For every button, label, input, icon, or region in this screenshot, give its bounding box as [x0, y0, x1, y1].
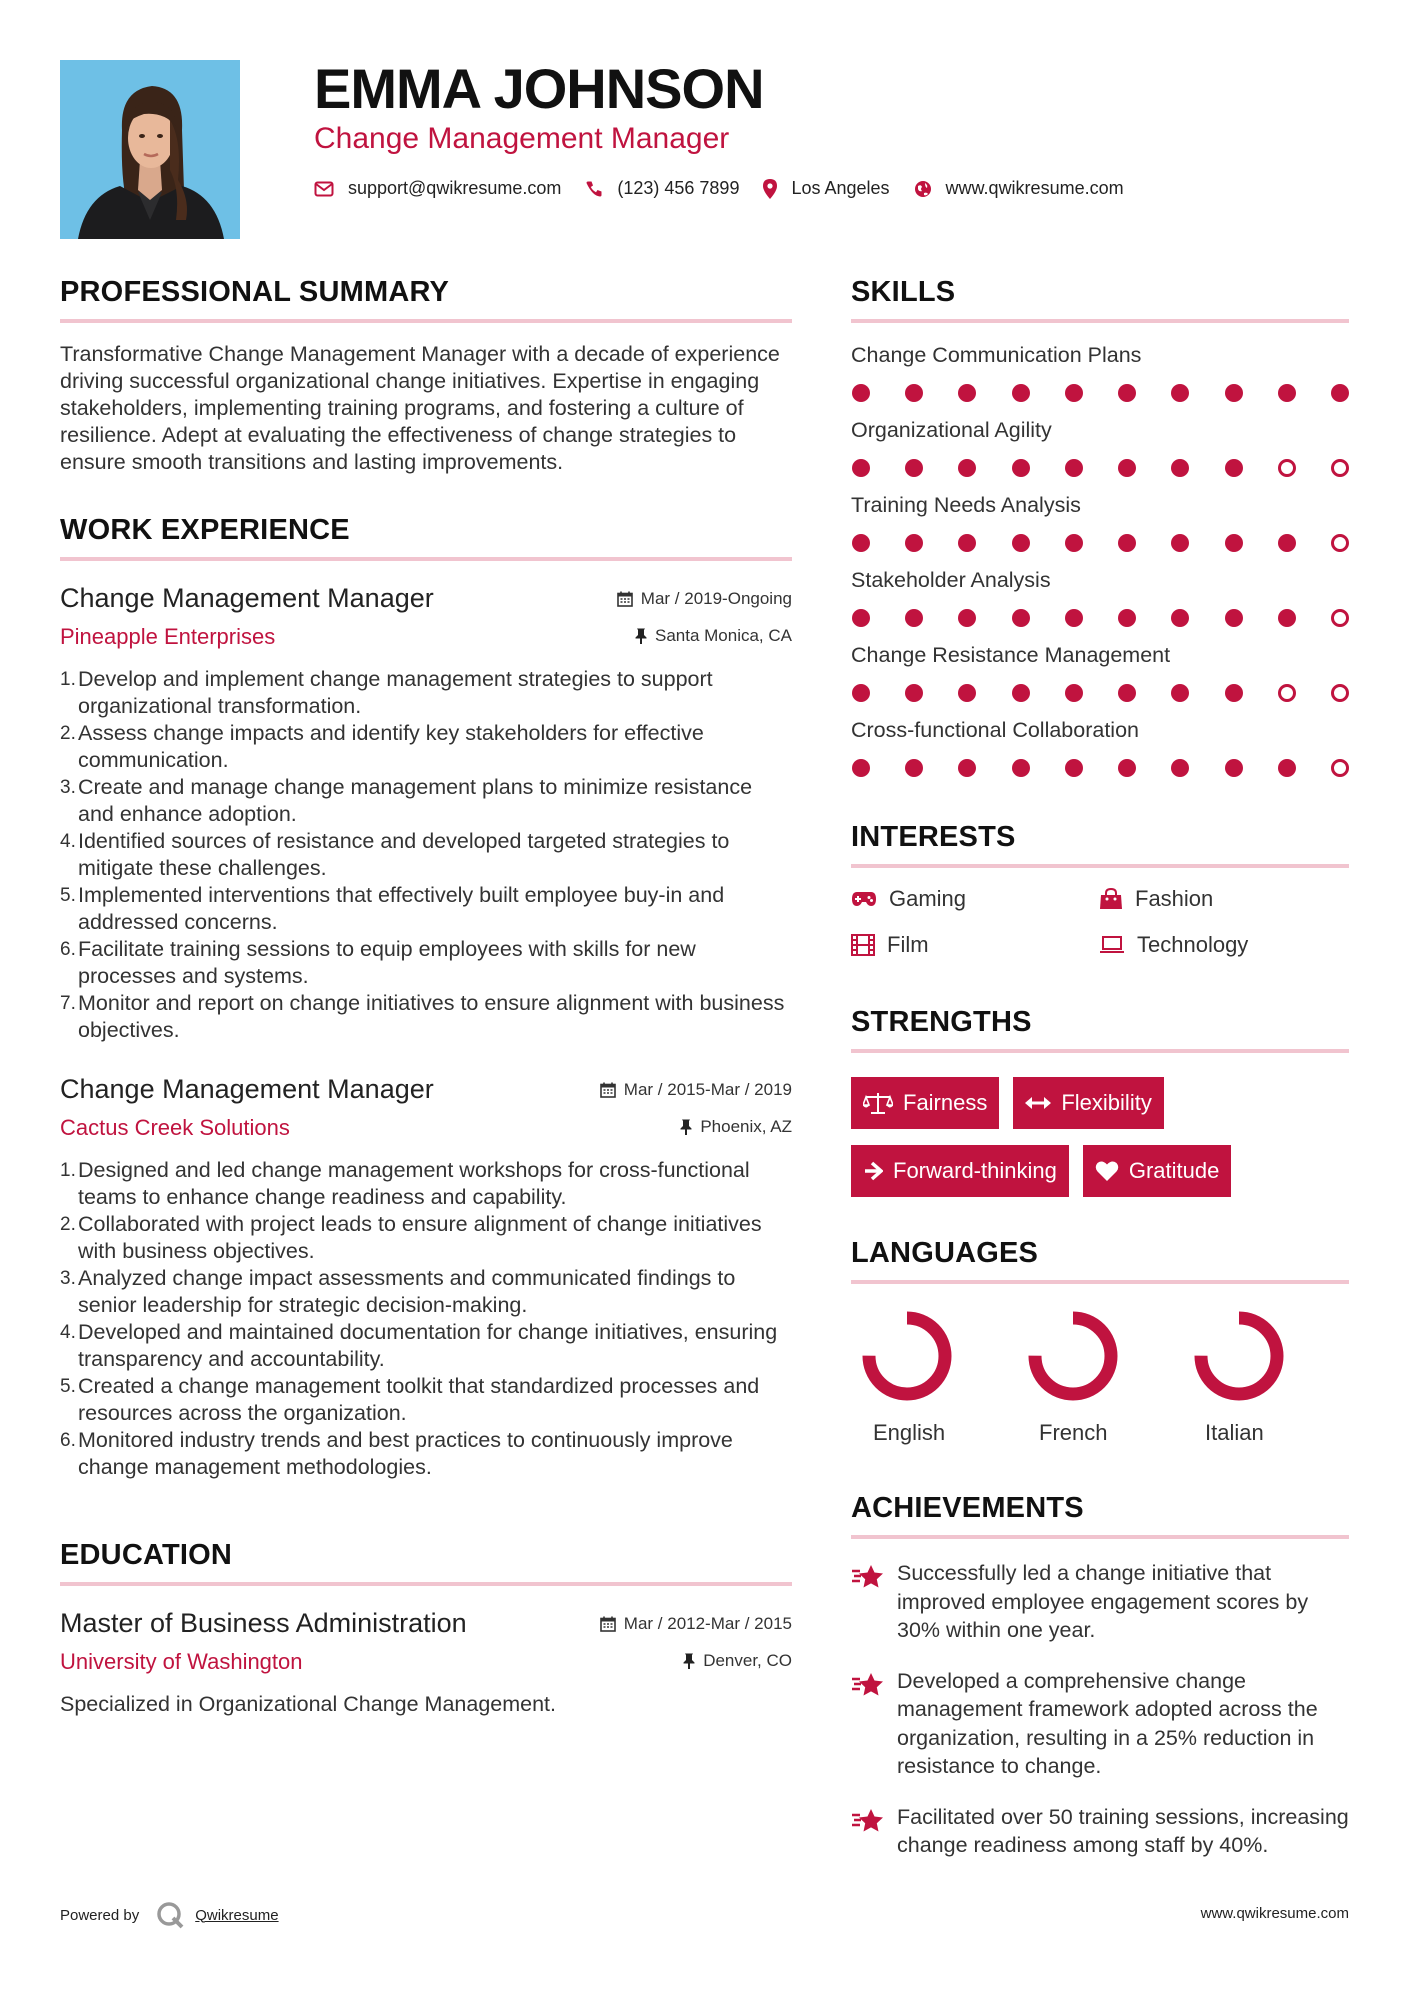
- list-item: 7. Monitor and report on change initiatives to ensure alignment with business objectives.: [60, 991, 785, 1042]
- film-icon: [851, 934, 875, 956]
- contact-location: [763, 178, 889, 199]
- rating-dot-filled: [905, 534, 923, 552]
- envelope-icon: [314, 181, 334, 197]
- contact-phone-text: (123) 456 7899: [617, 178, 740, 198]
- achievements-section: [851, 1492, 1349, 1860]
- job-location-text: Phoenix, AZ: [700, 1117, 792, 1136]
- qwikresume-logo-icon: [155, 1900, 185, 1930]
- calendar-icon: [600, 1082, 616, 1098]
- skill-name: Change Communication Plans: [851, 343, 1142, 367]
- heart-icon: [1095, 1160, 1119, 1182]
- strength-badge: [1083, 1145, 1232, 1197]
- education-section: [60, 1539, 792, 1718]
- rating-dot-filled: [1065, 609, 1083, 627]
- interest-label: Fashion: [1135, 886, 1214, 911]
- section-divider: [851, 864, 1349, 868]
- skill-item: [851, 418, 1349, 477]
- rating-dot-empty: [1331, 534, 1349, 552]
- language-level-ring: [1025, 1308, 1121, 1404]
- list-item: 6. Facilitate training sessions to equip employees with skills for new processes and systems.: [60, 937, 696, 988]
- rating-dot-filled: [1225, 459, 1243, 477]
- list-item: 5. Created a change management toolkit that standardized processes and resources across the organization.: [60, 1374, 760, 1425]
- rating-dot-filled: [905, 609, 923, 627]
- job-title: Change Management Manager: [60, 1074, 434, 1104]
- arrow-right-icon: [863, 1161, 883, 1181]
- list-item: 1. Designed and led change management workshops for cross-functional teams to enhance change readiness and capability.: [60, 1158, 750, 1209]
- school-name: University of Washington: [60, 1649, 303, 1674]
- job-title: Change Management Manager: [60, 583, 434, 613]
- education-dates: [600, 1614, 792, 1634]
- rating-dot-filled: [1012, 759, 1030, 777]
- list-item: 3. Create and manage change management plans to minimize resistance and enhance adoption.: [60, 775, 753, 826]
- achievement-text: Facilitated over 50 training sessions, increasing change readiness among staff by 40%.: [897, 1804, 1349, 1857]
- rating-dot-empty: [1278, 684, 1296, 702]
- job-bullets: [60, 666, 792, 1044]
- rating-dot-filled: [1118, 384, 1136, 402]
- strengths-section: [851, 1006, 1349, 1197]
- calendar-icon: [600, 1616, 616, 1632]
- summary-heading: PROFESSIONAL SUMMARY: [60, 276, 450, 308]
- education-location-text: Denver, CO: [703, 1651, 792, 1670]
- language-name: English: [873, 1420, 946, 1445]
- skill-rating: [851, 609, 1349, 627]
- phone-icon: [585, 180, 603, 198]
- achievement-item: [851, 1803, 1349, 1860]
- rating-dot-filled: [852, 384, 870, 402]
- rating-dot-filled: [1331, 384, 1349, 402]
- skill-name: Training Needs Analysis: [851, 493, 1081, 517]
- company-name: Pineapple Enterprises: [60, 624, 276, 649]
- interests-grid: [851, 886, 1349, 958]
- contact-website[interactable]: [914, 178, 1124, 199]
- rating-dot-filled: [1012, 609, 1030, 627]
- strengths-list: [851, 1077, 1349, 1197]
- interest-item: [851, 932, 1099, 958]
- job-dates-text: Mar / 2019-Ongoing: [640, 589, 792, 608]
- candidate-title: Change Management Manager: [314, 122, 730, 155]
- job-dates: [617, 589, 792, 609]
- rating-dot-filled: [1118, 534, 1136, 552]
- rating-dot-filled: [852, 759, 870, 777]
- section-divider: [851, 1535, 1349, 1539]
- company-name: Cactus Creek Solutions: [60, 1115, 290, 1140]
- rating-dot-filled: [1118, 684, 1136, 702]
- list-item: 6. Monitored industry trends and best practices to continuously improve change management methodologies.: [60, 1428, 733, 1479]
- strength-badge: [851, 1145, 1069, 1197]
- skill-item: [851, 493, 1349, 552]
- skill-rating: [851, 459, 1349, 477]
- skills-heading: SKILLS: [851, 276, 956, 308]
- rating-dot-empty: [1331, 759, 1349, 777]
- rating-dot-filled: [1171, 759, 1189, 777]
- rating-dot-filled: [1225, 534, 1243, 552]
- rating-dot-filled: [1171, 684, 1189, 702]
- skill-name: Change Resistance Management: [851, 643, 1171, 667]
- rating-dot-filled: [905, 759, 923, 777]
- skills-list: [851, 343, 1349, 777]
- rating-dot-filled: [1065, 534, 1083, 552]
- interest-label: Technology: [1137, 932, 1249, 957]
- summary-section: [60, 276, 792, 476]
- achievements-list: [851, 1559, 1349, 1860]
- job-location: [680, 1117, 792, 1137]
- job-entry: [60, 1074, 792, 1481]
- language-level-arc: [1035, 1318, 1111, 1394]
- rating-dot-filled: [1012, 684, 1030, 702]
- list-item: 3. Analyzed change impact assessments and communicated findings to senior leadership for strategic decision-making.: [60, 1266, 736, 1317]
- interest-label: Gaming: [889, 886, 967, 911]
- star-icon: [851, 1671, 885, 1699]
- strength-label: Flexibility: [1061, 1090, 1152, 1115]
- rating-dot-filled: [958, 384, 976, 402]
- language-level-ring: [1191, 1308, 1287, 1404]
- rating-dot-filled: [905, 684, 923, 702]
- achievement-text: Successfully led a change initiative that improved employee engagement scores by 30% within one year.: [897, 1561, 1309, 1642]
- list-item: 1. Develop and implement change management strategies to support organizational transformation.: [60, 667, 713, 718]
- contact-bar: [314, 178, 1148, 199]
- skill-rating: [851, 684, 1349, 702]
- rating-dot-filled: [1118, 459, 1136, 477]
- rating-dot-empty: [1331, 609, 1349, 627]
- language-name: Italian: [1205, 1420, 1264, 1445]
- education-heading: EDUCATION: [60, 1539, 233, 1571]
- shopping-bag-icon: [1099, 888, 1123, 910]
- rating-dot-filled: [958, 684, 976, 702]
- experience-heading: WORK EXPERIENCE: [60, 514, 350, 546]
- skill-rating: [851, 759, 1349, 777]
- rating-dot-filled: [852, 684, 870, 702]
- rating-dot-filled: [1225, 609, 1243, 627]
- achievement-item: [851, 1667, 1349, 1781]
- footer-website[interactable]: www.qwikresume.com: [1200, 1905, 1349, 1922]
- skill-name: Organizational Agility: [851, 418, 1052, 442]
- achievements-heading: ACHIEVEMENTS: [851, 1492, 1084, 1524]
- footer-branding: [60, 1900, 279, 1930]
- rating-dot-empty: [1278, 459, 1296, 477]
- section-divider: [851, 1280, 1349, 1284]
- contact-website-text: www.qwikresume.com: [945, 178, 1124, 198]
- strength-badge: [851, 1077, 999, 1129]
- rating-dot-filled: [852, 609, 870, 627]
- language-level-arc: [869, 1318, 945, 1394]
- job-bullets: [60, 1157, 792, 1481]
- rating-dot-filled: [1225, 384, 1243, 402]
- rating-dot-filled: [958, 459, 976, 477]
- qwikresume-link[interactable]: Qwikresume: [195, 1906, 279, 1924]
- list-item: 4. Developed and maintained documentation for change initiatives, ensuring transparency and accountability.: [60, 1320, 778, 1371]
- degree-title: Master of Business Administration: [60, 1608, 467, 1638]
- rating-dot-filled: [1065, 384, 1083, 402]
- rating-dot-filled: [1012, 459, 1030, 477]
- pin-icon: [680, 1119, 692, 1135]
- education-entry: [60, 1608, 792, 1718]
- languages-section: [851, 1237, 1349, 1446]
- job-dates: [600, 1080, 792, 1100]
- skill-item: [851, 568, 1349, 627]
- rating-dot-filled: [1118, 609, 1136, 627]
- calendar-icon: [617, 591, 633, 607]
- language-level-ring: [859, 1308, 955, 1404]
- achievement-text: Developed a comprehensive change management framework adopted across the organization, resulting in a 25% reduction in resistance to change.: [897, 1668, 1318, 1778]
- map-marker-icon: [763, 179, 777, 199]
- star-icon: [851, 1807, 885, 1835]
- strength-label: Fairness: [903, 1090, 988, 1115]
- pin-icon: [635, 628, 647, 644]
- section-divider: [851, 1049, 1349, 1053]
- rating-dot-filled: [1278, 759, 1296, 777]
- rating-dot-filled: [958, 759, 976, 777]
- section-divider: [851, 319, 1349, 323]
- interest-item: [1099, 932, 1347, 958]
- language-name: French: [1039, 1420, 1108, 1445]
- rating-dot-empty: [1331, 684, 1349, 702]
- language-item: [1017, 1308, 1183, 1446]
- rating-dot-filled: [1012, 534, 1030, 552]
- education-dates-text: Mar / 2012-Mar / 2015: [623, 1614, 792, 1633]
- strength-label: Gratitude: [1128, 1158, 1220, 1183]
- interest-item: [851, 886, 1099, 912]
- rating-dot-filled: [1065, 459, 1083, 477]
- job-location-text: Santa Monica, CA: [654, 626, 792, 645]
- left-column: [60, 276, 792, 1718]
- rating-dot-filled: [852, 534, 870, 552]
- strengths-heading: STRENGTHS: [851, 1006, 1032, 1038]
- list-item: 2. Assess change impacts and identify key stakeholders for effective communication.: [60, 721, 704, 772]
- rating-dot-filled: [1225, 759, 1243, 777]
- language-item: [851, 1308, 1017, 1446]
- section-divider: [60, 1582, 792, 1586]
- skill-item: [851, 343, 1349, 402]
- rating-dot-filled: [1171, 534, 1189, 552]
- interest-label: Film: [887, 932, 929, 957]
- list-item: 2. Collaborated with project leads to ensure alignment of change initiatives with business objectives.: [60, 1212, 762, 1263]
- section-divider: [60, 557, 792, 561]
- strength-badge: [1013, 1077, 1163, 1129]
- rating-dot-filled: [958, 534, 976, 552]
- languages-list: [851, 1308, 1349, 1446]
- achievement-item: [851, 1559, 1349, 1645]
- contact-phone[interactable]: [585, 178, 739, 199]
- rating-dot-filled: [905, 459, 923, 477]
- rating-dot-filled: [905, 384, 923, 402]
- interests-section: [851, 821, 1349, 958]
- skill-rating: [851, 384, 1349, 402]
- job-dates-text: Mar / 2015-Mar / 2019: [623, 1080, 792, 1099]
- rating-dot-filled: [1065, 759, 1083, 777]
- skill-item: [851, 718, 1349, 777]
- interests-heading: INTERESTS: [851, 821, 1016, 853]
- skill-name: Cross-functional Collaboration: [851, 718, 1140, 742]
- experience-section: [60, 514, 792, 1481]
- rating-dot-filled: [852, 459, 870, 477]
- balance-scale-icon: [863, 1092, 893, 1114]
- pin-icon: [683, 1653, 695, 1669]
- interest-item: [1099, 886, 1347, 912]
- contact-email[interactable]: [314, 178, 561, 199]
- right-column: [851, 276, 1349, 1860]
- skill-name: Stakeholder Analysis: [851, 568, 1051, 592]
- list-item: 5. Implemented interventions that effectively built employee buy-in and addressed concerns.: [60, 883, 725, 934]
- rating-dot-filled: [1171, 609, 1189, 627]
- summary-text: Transformative Change Management Manager with a decade of experience driving successful organizational change initiatives. Expertise in engaging stakeholders, implementing training programs, and fostering a culture of resilience. Adept at evaluating the effectiveness of change strategies to ensure smooth transitions and lasting improvements.: [60, 342, 780, 474]
- globe-icon: [914, 180, 932, 198]
- language-item: [1183, 1308, 1349, 1446]
- language-level-arc: [1201, 1318, 1277, 1394]
- rating-dot-filled: [958, 609, 976, 627]
- rating-dot-filled: [1065, 684, 1083, 702]
- rating-dot-filled: [1012, 384, 1030, 402]
- rating-dot-filled: [1225, 684, 1243, 702]
- profile-photo: [60, 60, 240, 239]
- rating-dot-filled: [1171, 459, 1189, 477]
- star-icon: [851, 1563, 885, 1591]
- skill-item: [851, 643, 1349, 702]
- strength-label: Forward-thinking: [893, 1158, 1057, 1183]
- contact-email-text: support@qwikresume.com: [348, 178, 562, 198]
- skill-rating: [851, 534, 1349, 552]
- laptop-icon: [1099, 936, 1125, 954]
- rating-dot-filled: [1278, 534, 1296, 552]
- contact-location-text: Los Angeles: [791, 178, 890, 198]
- languages-heading: LANGUAGES: [851, 1237, 1039, 1269]
- powered-by-label: Powered by: [60, 1906, 140, 1924]
- gamepad-icon: [851, 891, 877, 907]
- list-item: 4. Identified sources of resistance and developed targeted strategies to mitigate these challenges.: [60, 829, 730, 880]
- rating-dot-filled: [1171, 384, 1189, 402]
- education-detail: Specialized in Organizational Change Management.: [60, 1692, 557, 1716]
- rating-dot-filled: [1278, 384, 1296, 402]
- candidate-name: EMMA JOHNSON: [314, 57, 764, 120]
- rating-dot-filled: [1278, 609, 1296, 627]
- skills-section: [851, 276, 1349, 777]
- arrows-horizontal-icon: [1025, 1096, 1051, 1110]
- rating-dot-filled: [1118, 759, 1136, 777]
- job-entry: [60, 583, 792, 1044]
- rating-dot-empty: [1331, 459, 1349, 477]
- section-divider: [60, 319, 792, 323]
- job-location: [635, 626, 792, 646]
- education-location: [683, 1651, 792, 1671]
